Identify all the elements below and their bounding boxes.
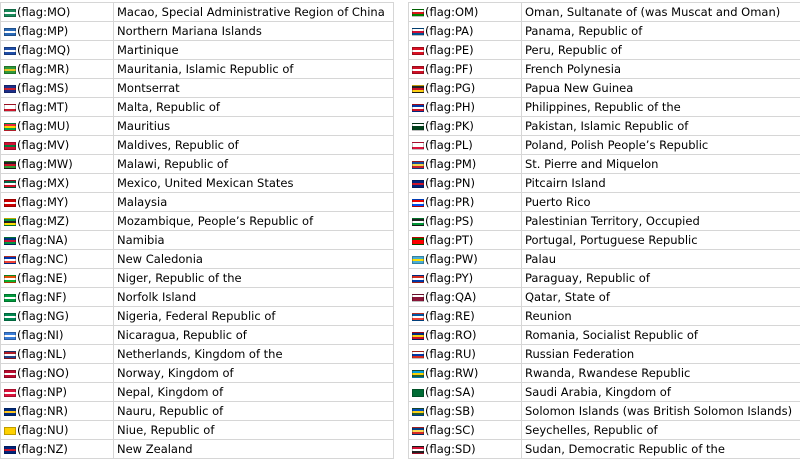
flag-code-cell bbox=[1, 288, 114, 307]
flag-code-text: (flag:MY) bbox=[17, 195, 69, 209]
flag-code-cell bbox=[1, 440, 114, 459]
flag-code-text: (flag:SD) bbox=[425, 442, 476, 456]
country-name-cell: Mexico, United Mexican States bbox=[114, 174, 394, 193]
country-name-cell: Oman, Sultanate of (was Muscat and Oman) bbox=[522, 3, 800, 22]
flag-code-cell bbox=[1, 231, 114, 250]
flag-sa-icon bbox=[412, 389, 424, 397]
flag-nu-icon bbox=[4, 427, 16, 435]
flag-py-icon bbox=[412, 275, 424, 283]
flag-code-cell bbox=[409, 250, 522, 269]
country-name-cell: Mauritius bbox=[114, 117, 394, 136]
flag-code-text: (flag:NP) bbox=[17, 385, 67, 399]
flag-code-text: (flag:NU) bbox=[17, 423, 69, 437]
flag-mt-icon bbox=[4, 104, 16, 112]
flag-code-cell bbox=[409, 307, 522, 326]
country-name-cell: Malta, Republic of bbox=[114, 98, 394, 117]
table-row bbox=[409, 136, 800, 155]
flag-code-cell bbox=[1, 155, 114, 174]
country-name-cell: Northern Mariana Islands bbox=[114, 22, 394, 41]
flag-code-cell bbox=[409, 155, 522, 174]
flag-code-cell bbox=[1, 402, 114, 421]
table-row bbox=[1, 79, 394, 98]
table-row bbox=[409, 364, 800, 383]
table-row bbox=[1, 307, 394, 326]
country-name-cell: Nicaragua, Republic of bbox=[114, 326, 394, 345]
flag-table-left bbox=[0, 2, 394, 459]
flag-code-text: (flag:MT) bbox=[17, 100, 69, 114]
flag-code-text: (flag:MS) bbox=[17, 81, 69, 95]
flag-code-text: (flag:OM) bbox=[425, 5, 479, 19]
flag-pg-icon bbox=[412, 85, 424, 93]
flag-code-text: (flag:NO) bbox=[17, 366, 70, 380]
flag-no-icon bbox=[4, 370, 16, 378]
flag-code-text: (flag:PE) bbox=[425, 43, 474, 57]
flag-code-text: (flag:NL) bbox=[17, 347, 67, 361]
flag-ps-icon bbox=[412, 218, 424, 226]
country-name-cell: Norway, Kingdom of bbox=[114, 364, 394, 383]
flag-pr-icon bbox=[412, 199, 424, 207]
country-name-cell: New Caledonia bbox=[114, 250, 394, 269]
flag-code-cell bbox=[409, 98, 522, 117]
flag-code-cell bbox=[409, 326, 522, 345]
country-name-cell: Nauru, Republic of bbox=[114, 402, 394, 421]
country-name-cell: New Zealand bbox=[114, 440, 394, 459]
country-name-cell: Nigeria, Federal Republic of bbox=[114, 307, 394, 326]
country-name-cell: Rwanda, Rwandese Republic bbox=[522, 364, 800, 383]
table-row bbox=[409, 288, 800, 307]
table-row bbox=[1, 60, 394, 79]
flag-code-text: (flag:NZ) bbox=[17, 442, 68, 456]
flag-code-text: (flag:RO) bbox=[425, 328, 477, 342]
table-row bbox=[409, 212, 800, 231]
flag-code-cell bbox=[409, 174, 522, 193]
flag-code-cell bbox=[409, 3, 522, 22]
flag-code-cell bbox=[409, 440, 522, 459]
flag-code-cell bbox=[1, 22, 114, 41]
flag-pt-icon bbox=[412, 237, 424, 245]
flag-np-icon bbox=[4, 389, 16, 397]
flag-code-cell bbox=[1, 383, 114, 402]
flag-pa-icon bbox=[412, 28, 424, 36]
table-row bbox=[409, 326, 800, 345]
flag-om-icon bbox=[412, 9, 424, 17]
flag-code-text: (flag:SC) bbox=[425, 423, 475, 437]
table-row bbox=[409, 402, 800, 421]
flag-nc-icon bbox=[4, 256, 16, 264]
flag-code-cell bbox=[409, 41, 522, 60]
flag-code-cell bbox=[1, 307, 114, 326]
flag-code-cell bbox=[1, 60, 114, 79]
flag-code-cell bbox=[409, 364, 522, 383]
flag-code-text: (flag:RW) bbox=[425, 366, 479, 380]
flag-nf-icon bbox=[4, 294, 16, 302]
flag-code-cell bbox=[1, 41, 114, 60]
flag-mv-icon bbox=[4, 142, 16, 150]
flag-code-text: (flag:SA) bbox=[425, 385, 475, 399]
flag-pf-icon bbox=[412, 66, 424, 74]
country-name-cell: Mauritania, Islamic Republic of bbox=[114, 60, 394, 79]
flag-code-text: (flag:PF) bbox=[425, 62, 473, 76]
country-name-cell: Malawi, Republic of bbox=[114, 155, 394, 174]
country-name-cell: Portugal, Portuguese Republic bbox=[522, 231, 800, 250]
flag-mr-icon bbox=[4, 66, 16, 74]
flag-code-text: (flag:MR) bbox=[17, 62, 70, 76]
flag-code-cell bbox=[409, 383, 522, 402]
flag-table-right bbox=[408, 2, 800, 459]
table-row bbox=[1, 193, 394, 212]
country-name-cell: Poland, Polish People’s Republic bbox=[522, 136, 800, 155]
flag-code-text: (flag:RU) bbox=[425, 347, 476, 361]
table-row bbox=[409, 117, 800, 136]
country-name-cell: Reunion bbox=[522, 307, 800, 326]
flag-code-cell bbox=[1, 345, 114, 364]
flag-code-text: (flag:PN) bbox=[425, 176, 475, 190]
flag-code-cell bbox=[1, 250, 114, 269]
flag-code-text: (flag:MZ) bbox=[17, 214, 70, 228]
flag-code-text: (flag:PL) bbox=[425, 138, 473, 152]
country-name-cell: Puerto Rico bbox=[522, 193, 800, 212]
country-name-cell: Qatar, State of bbox=[522, 288, 800, 307]
country-name-cell: Palau bbox=[522, 250, 800, 269]
table-row bbox=[1, 3, 394, 22]
flag-nr-icon bbox=[4, 408, 16, 416]
flag-nl-icon bbox=[4, 351, 16, 359]
country-name-cell: Russian Federation bbox=[522, 345, 800, 364]
table-row bbox=[409, 174, 800, 193]
flag-ph-icon bbox=[412, 104, 424, 112]
flag-ne-icon bbox=[4, 275, 16, 283]
table-row bbox=[1, 212, 394, 231]
flag-code-cell bbox=[1, 421, 114, 440]
table-row bbox=[1, 155, 394, 174]
flag-ms-icon bbox=[4, 85, 16, 93]
flag-code-cell bbox=[409, 193, 522, 212]
table-row bbox=[1, 174, 394, 193]
flag-qa-icon bbox=[412, 294, 424, 302]
flag-ni-icon bbox=[4, 332, 16, 340]
flag-code-text: (flag:MP) bbox=[17, 24, 69, 38]
flag-na-icon bbox=[4, 237, 16, 245]
table-row bbox=[409, 3, 800, 22]
flag-code-text: (flag:PH) bbox=[425, 100, 476, 114]
flag-code-text: (flag:NR) bbox=[17, 404, 69, 418]
flag-code-text: (flag:NG) bbox=[17, 309, 69, 323]
table-row bbox=[1, 326, 394, 345]
table-row bbox=[409, 421, 800, 440]
flag-code-text: (flag:MW) bbox=[17, 157, 73, 171]
flag-code-text: (flag:PS) bbox=[425, 214, 474, 228]
table-row bbox=[409, 98, 800, 117]
flag-code-cell bbox=[409, 269, 522, 288]
table-row bbox=[409, 41, 800, 60]
flag-pm-icon bbox=[412, 161, 424, 169]
flag-rw-icon bbox=[412, 370, 424, 378]
flag-code-text: (flag:PG) bbox=[425, 81, 476, 95]
country-name-cell: Nepal, Kingdom of bbox=[114, 383, 394, 402]
table-row bbox=[1, 421, 394, 440]
flag-code-text: (flag:NI) bbox=[17, 328, 64, 342]
country-name-cell: Palestinian Territory, Occupied bbox=[522, 212, 800, 231]
flag-code-text: (flag:PW) bbox=[425, 252, 478, 266]
country-name-cell: Papua New Guinea bbox=[522, 79, 800, 98]
flag-code-cell bbox=[1, 326, 114, 345]
country-name-cell: Niger, Republic of the bbox=[114, 269, 394, 288]
flag-code-cell bbox=[1, 269, 114, 288]
flag-nz-icon bbox=[4, 446, 16, 454]
country-name-cell: Sudan, Democratic Republic of the bbox=[522, 440, 800, 459]
table-row bbox=[409, 383, 800, 402]
flag-code-text: (flag:PR) bbox=[425, 195, 475, 209]
flag-code-cell bbox=[409, 79, 522, 98]
flag-code-cell bbox=[409, 136, 522, 155]
flag-code-text: (flag:MV) bbox=[17, 138, 70, 152]
table-row bbox=[409, 79, 800, 98]
flag-code-text: (flag:NC) bbox=[17, 252, 69, 266]
country-name-cell: Martinique bbox=[114, 41, 394, 60]
flag-code-cell bbox=[409, 212, 522, 231]
flag-sb-icon bbox=[412, 408, 424, 416]
flag-sd-icon bbox=[412, 446, 424, 454]
flag-pe-icon bbox=[412, 47, 424, 55]
flag-pk-icon bbox=[412, 123, 424, 131]
country-name-cell: Namibia bbox=[114, 231, 394, 250]
country-name-cell: Paraguay, Republic of bbox=[522, 269, 800, 288]
flag-code-text: (flag:NF) bbox=[17, 290, 67, 304]
flag-code-text: (flag:QA) bbox=[425, 290, 477, 304]
country-name-cell: Pitcairn Island bbox=[522, 174, 800, 193]
country-name-cell: Mozambique, People’s Republic of bbox=[114, 212, 394, 231]
country-name-cell: Solomon Islands (was British Solomon Islands) bbox=[522, 402, 800, 421]
flag-code-text: (flag:SB) bbox=[425, 404, 475, 418]
flag-ru-icon bbox=[412, 351, 424, 359]
flag-code-cell bbox=[409, 288, 522, 307]
flag-pn-icon bbox=[412, 180, 424, 188]
flag-code-cell bbox=[409, 231, 522, 250]
country-name-cell: Maldives, Republic of bbox=[114, 136, 394, 155]
flag-code-cell bbox=[409, 402, 522, 421]
country-name-cell: Romania, Socialist Republic of bbox=[522, 326, 800, 345]
flag-code-cell bbox=[409, 60, 522, 79]
table-row bbox=[409, 440, 800, 459]
flag-mq-icon bbox=[4, 47, 16, 55]
table-row bbox=[1, 345, 394, 364]
flag-code-cell bbox=[1, 174, 114, 193]
country-name-cell: Pakistan, Islamic Republic of bbox=[522, 117, 800, 136]
table-row bbox=[1, 402, 394, 421]
country-name-cell: Saudi Arabia, Kingdom of bbox=[522, 383, 800, 402]
flag-ro-icon bbox=[412, 332, 424, 340]
flag-pl-icon bbox=[412, 142, 424, 150]
flag-mx-icon bbox=[4, 180, 16, 188]
flag-code-cell bbox=[1, 364, 114, 383]
flag-code-cell bbox=[409, 117, 522, 136]
flag-code-text: (flag:MO) bbox=[17, 5, 71, 19]
country-name-cell: Panama, Republic of bbox=[522, 22, 800, 41]
table-row bbox=[1, 250, 394, 269]
flag-code-text: (flag:MX) bbox=[17, 176, 70, 190]
flag-code-text: (flag:PA) bbox=[425, 24, 474, 38]
flag-code-text: (flag:RE) bbox=[425, 309, 475, 323]
flag-sc-icon bbox=[412, 427, 424, 435]
flag-pw-icon bbox=[412, 256, 424, 264]
table-row bbox=[409, 269, 800, 288]
table-row bbox=[409, 22, 800, 41]
flag-code-cell bbox=[409, 421, 522, 440]
table-row bbox=[409, 155, 800, 174]
flag-code-text: (flag:NE) bbox=[17, 271, 68, 285]
flag-code-cell bbox=[1, 193, 114, 212]
table-row bbox=[1, 269, 394, 288]
country-name-cell: Malaysia bbox=[114, 193, 394, 212]
flag-code-text: (flag:PK) bbox=[425, 119, 474, 133]
flag-code-text: (flag:MU) bbox=[17, 119, 70, 133]
country-name-cell: Peru, Republic of bbox=[522, 41, 800, 60]
country-name-cell: French Polynesia bbox=[522, 60, 800, 79]
flag-mo-icon bbox=[4, 9, 16, 17]
flag-my-icon bbox=[4, 199, 16, 207]
flag-mp-icon bbox=[4, 28, 16, 36]
table-row bbox=[409, 250, 800, 269]
table-row bbox=[1, 22, 394, 41]
table-row bbox=[1, 364, 394, 383]
flag-code-text: (flag:PT) bbox=[425, 233, 474, 247]
table-row bbox=[409, 345, 800, 364]
table-row bbox=[409, 231, 800, 250]
flag-code-cell bbox=[409, 345, 522, 364]
country-name-cell: Niue, Republic of bbox=[114, 421, 394, 440]
country-name-cell: Norfolk Island bbox=[114, 288, 394, 307]
table-row bbox=[409, 60, 800, 79]
flag-code-cell bbox=[1, 3, 114, 22]
table-row bbox=[409, 193, 800, 212]
table-row bbox=[409, 307, 800, 326]
flag-code-cell bbox=[1, 98, 114, 117]
table-row bbox=[1, 231, 394, 250]
flag-code-cell bbox=[1, 117, 114, 136]
flag-code-text: (flag:NA) bbox=[17, 233, 68, 247]
country-name-cell: Seychelles, Republic of bbox=[522, 421, 800, 440]
table-row bbox=[1, 136, 394, 155]
flag-code-text: (flag:PM) bbox=[425, 157, 477, 171]
table-row bbox=[1, 440, 394, 459]
flag-code-cell bbox=[1, 79, 114, 98]
country-name-cell: Philippines, Republic of the bbox=[522, 98, 800, 117]
country-name-cell: Montserrat bbox=[114, 79, 394, 98]
country-name-cell: St. Pierre and Miquelon bbox=[522, 155, 800, 174]
flag-code-cell bbox=[1, 212, 114, 231]
table-row bbox=[1, 383, 394, 402]
table-row bbox=[1, 41, 394, 60]
flag-mz-icon bbox=[4, 218, 16, 226]
flag-code-cell bbox=[1, 136, 114, 155]
country-name-cell: Netherlands, Kingdom of the bbox=[114, 345, 394, 364]
flag-ng-icon bbox=[4, 313, 16, 321]
flag-code-text: (flag:PY) bbox=[425, 271, 474, 285]
flag-code-text: (flag:MQ) bbox=[17, 43, 71, 57]
table-row bbox=[1, 98, 394, 117]
table-row bbox=[1, 117, 394, 136]
flag-mu-icon bbox=[4, 123, 16, 131]
table-row bbox=[1, 288, 394, 307]
country-name-cell: Macao, Special Administrative Region of China bbox=[114, 3, 394, 22]
flag-code-cell bbox=[409, 22, 522, 41]
flag-re-icon bbox=[412, 313, 424, 321]
flag-mw-icon bbox=[4, 161, 16, 169]
